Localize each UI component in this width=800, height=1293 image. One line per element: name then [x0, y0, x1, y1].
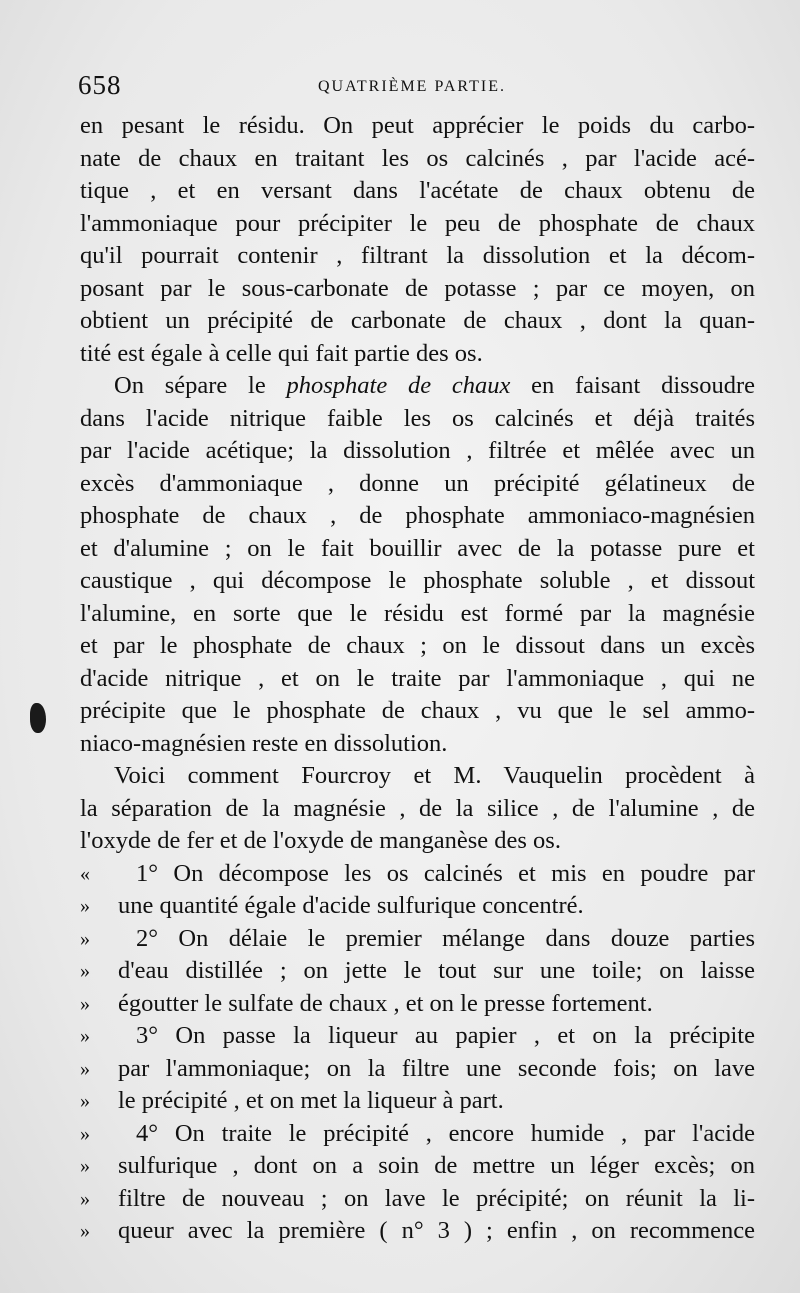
text-line: dans l'acide nitrique faible les os calcinés et déjà traités: [80, 404, 755, 432]
guillemet-mark: »: [80, 1155, 90, 1177]
quote-text: 1° On décompose les os calcinés et mis en poudre par: [136, 859, 755, 887]
paragraph-1: [80, 110, 755, 370]
quote-text: d'eau distillée ; on jette le tout sur une toile; on laisse: [118, 957, 755, 984]
guillemet-mark: »: [80, 1025, 90, 1047]
quote-line: [80, 1020, 755, 1053]
guillemet-mark: »: [80, 1187, 90, 1210]
guillemet-mark: «: [80, 862, 90, 885]
quote-text: 4° On traite le précipité , encore humide , par l'acide: [136, 1119, 755, 1147]
text-line: en pesant le résidu. On peut apprécier le poids du carbo-: [80, 112, 755, 139]
text-line: l'alumine, en sorte que le résidu est formé par la magnésie: [80, 599, 755, 627]
quote-text: queur avec la première ( n° 3 ) ; enfin , on recommence: [118, 1217, 755, 1244]
quote-text: par l'ammoniaque; on la filtre une seconde fois; on lave: [118, 1054, 755, 1082]
quote-text: le précipité , et on met la liqueur à part.: [118, 1087, 504, 1114]
guillemet-mark: »: [80, 1090, 90, 1112]
page-body: [80, 110, 755, 1248]
guillemet-mark: »: [80, 960, 90, 982]
text-line: par l'acide acétique; la dissolution , filtrée et mêlée avec un: [80, 437, 755, 464]
text-run: en faisant dissoudre: [510, 372, 755, 399]
text-line: d'acide nitrique , et on le traite par l'ammoniaque , qui ne: [80, 664, 755, 692]
text-run: On sépare le: [114, 372, 287, 399]
quote-line: [80, 1118, 755, 1151]
text-line: caustique , qui décompose le phosphate soluble , et dissout: [80, 567, 755, 594]
text-line: précipite que le phosphate de chaux , vu que le sel ammo-: [80, 697, 755, 724]
quote-line: [80, 1085, 755, 1118]
guillemet-mark: »: [80, 895, 90, 917]
quote-line: [80, 988, 755, 1021]
quote-line: [80, 923, 755, 956]
quote-line: [80, 955, 755, 988]
running-head: QUATRIÈME PARTIE.: [318, 78, 507, 95]
quoted-procedure: [80, 858, 755, 1248]
text-line: niaco-magnésien reste en dissolution.: [80, 729, 448, 757]
quote-text: filtre de nouveau ; on lave le précipité; on réunit la li-: [118, 1184, 755, 1212]
text-line: et d'alumine ; on le fait bouillir avec de la potasse pure et: [80, 534, 755, 562]
text-line: [80, 370, 755, 403]
paragraph-3: [80, 760, 755, 858]
quote-text: 2° On délaie le premier mélange dans douze parties: [136, 924, 755, 952]
guillemet-mark: »: [80, 1057, 90, 1080]
text-line: tité est égale à celle qui fait partie des os.: [80, 339, 483, 367]
text-line: nate de chaux en traitant les os calcinés , par l'acide acé-: [80, 144, 755, 172]
text-line: Voici comment Fourcroy et M. Vauquelin procèdent à: [114, 762, 755, 789]
text-line: tique , et en versant dans l'acétate de chaux obtenu de: [80, 177, 755, 204]
guillemet-mark: »: [80, 927, 90, 950]
guillemet-mark: »: [80, 992, 90, 1015]
text-line: l'ammoniaque pour précipiter le peu de phosphate de chaux: [80, 209, 755, 237]
quote-line: [80, 1215, 755, 1248]
guillemet-mark: »: [80, 1220, 90, 1242]
text-line: excès d'ammoniaque , donne un précipité gélatineux de: [80, 469, 755, 497]
quote-line: [80, 890, 755, 923]
text-line: obtient un précipité de carbonate de chaux , dont la quan-: [80, 307, 755, 334]
quote-line: [80, 1053, 755, 1086]
text-line: la séparation de la magnésie , de la silice , de l'alumine , de: [80, 794, 755, 822]
guillemet-mark: »: [80, 1122, 90, 1145]
italic-term: phosphate de chaux: [286, 372, 511, 399]
text-line: l'oxyde de fer et de l'oxyde de manganèse des os.: [80, 827, 561, 854]
text-line: phosphate de chaux , de phosphate ammoniaco-magnésien: [80, 502, 755, 529]
page-number: 658: [78, 70, 122, 100]
quote-text: égoutter le sulfate de chaux , et on le presse fortement.: [118, 989, 653, 1017]
text-line: et par le phosphate de chaux ; on le dissout dans un excès: [80, 632, 755, 659]
quote-line: [80, 1150, 755, 1183]
page-header: [78, 70, 768, 100]
quote-text: une quantité égale d'acide sulfurique concentré.: [118, 892, 584, 919]
quote-line: [80, 1183, 755, 1216]
quote-line: [80, 858, 755, 891]
paragraph-2: [80, 370, 755, 760]
quote-text: 3° On passe la liqueur au papier , et on la précipite: [136, 1022, 755, 1049]
text-line: qu'il pourrait contenir , filtrant la dissolution et la décom-: [80, 242, 755, 269]
text-line: posant par le sous-carbonate de potasse ; par ce moyen, on: [80, 274, 755, 302]
ink-blot: [30, 703, 46, 733]
quote-text: sulfurique , dont on a soin de mettre un léger excès; on: [118, 1152, 755, 1179]
